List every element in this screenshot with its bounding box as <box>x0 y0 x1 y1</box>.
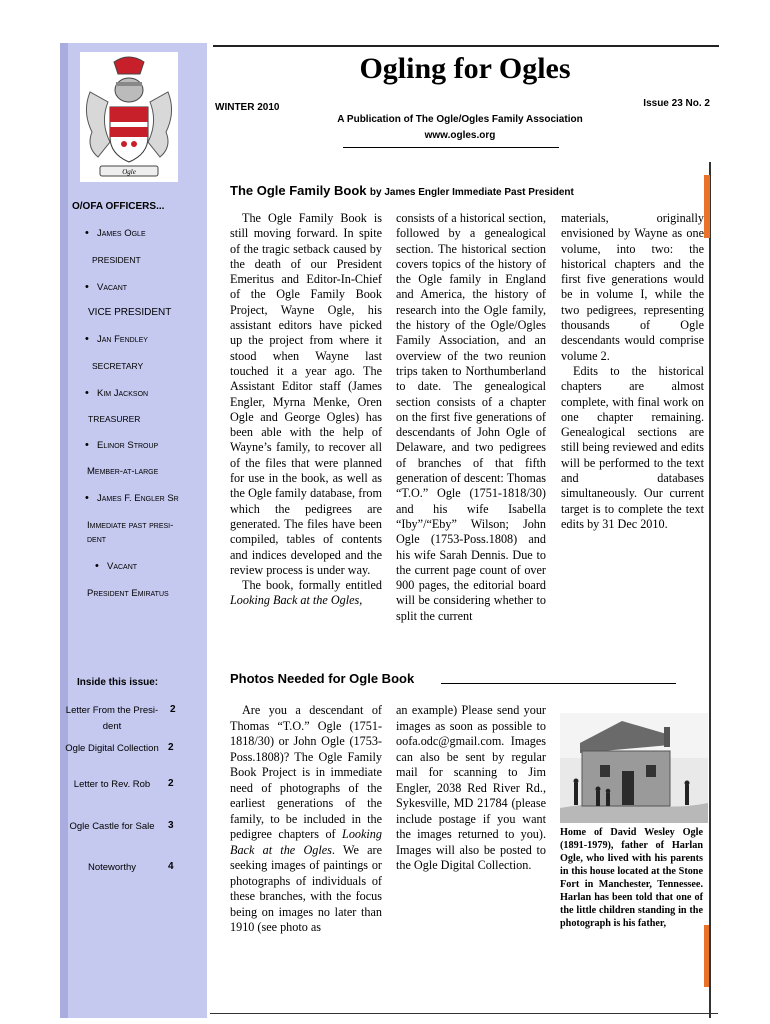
book-title: Looking Back at the Ogles <box>230 827 382 857</box>
toc-page-number: 3 <box>168 820 174 831</box>
house-photo <box>560 713 708 823</box>
inside-issue-heading: Inside this issue: <box>77 677 159 688</box>
top-rule <box>213 45 719 47</box>
article-title: The Ogle Family Book <box>230 183 367 198</box>
article1-column-2 <box>396 211 546 624</box>
toc-item-label[interactable]: Ogle Castle for Sale <box>69 821 155 832</box>
bottom-rule <box>210 1013 718 1014</box>
toc-label-line: Letter From the Presi- <box>65 705 159 716</box>
officer-name: • James F. Engler Sr <box>97 493 179 504</box>
officers-heading: O/OFA OFFICERS... <box>72 201 165 212</box>
officer-role: VICE PRESIDENT <box>88 307 172 318</box>
officer-name: • Kim Jackson <box>97 388 148 399</box>
accent-bar-bottom <box>704 925 709 987</box>
paragraph-end: . We are seeking images of paintings or photographs of individuals of these branches, with the focus being on images no later than 1910 (see photo as <box>230 842 382 934</box>
toc-item-label[interactable]: Noteworthy <box>87 862 137 873</box>
officer-role: Immediate past presi- <box>87 520 174 531</box>
officer-role: TREASURER <box>88 414 141 424</box>
officer-role: Member-at-large <box>87 466 159 477</box>
issue-number: Issue 23 No. 2 <box>643 98 710 109</box>
paragraph: materials, originally envisioned by Wayne as one volume, into two: the historical chapters and the first five generations would be in volume I, while the two pedigrees, representing thousands of Ogle descendants would comprise volume 2. <box>561 211 704 363</box>
article-heading <box>230 183 574 198</box>
toc-page-number: 4 <box>168 861 174 872</box>
heading-rule <box>441 683 676 684</box>
officer-name: • Jan Fendley <box>97 334 148 345</box>
toc-item-label[interactable]: Letter to Rev. Rob <box>73 779 151 790</box>
paragraph: Edits to the historical chapters are almost complete, with final work on one chapter remaining. Genealogical sections are still being reviewed and edits will be performed to the text and databases simultaneously. Our current target is to complete the text edits by 31 Dec 2010. <box>561 363 704 531</box>
officer-name: • Elinor Stroup <box>97 440 158 451</box>
officer-name: • Vacant <box>97 282 127 293</box>
officer-role: SECRETARY <box>92 361 144 371</box>
right-rule <box>709 162 711 1018</box>
toc-label-line: dent <box>102 721 122 732</box>
newsletter-title: Ogling for Ogles <box>359 52 571 85</box>
paragraph: The Ogle Family Book is still moving forward. In spite of the tragic setback caused by the death of our President Emeritus and Editor-In-Chief of the Ogle Family Book Project, Wayne Ogle, his assistant editors have picked up the project from where it stood when Wayne last touched it a year ago. The Assistant Editor staff (James Engler, Myrna Menke, Oren Ogle and George Ogles) has been able with the help of Wayne’s family, to recover all of the files that were planned for use in the book, as well as the Ogle family database, from which the pedigrees are generated. The files have been compiled, tables of contents and indices developed and the review process is under way. <box>230 211 382 577</box>
paragraph: an example) Please send your images as soon as possible to oofa.odc@gmail.com. Images can also be sent by regular mail for scanning to Jim Engler, 2038 Red River Rd., Sykesville, MD 21784 (please include postage if you want the images returned to you). Images will also be posted to the Ogle Digital Collection. <box>396 703 546 872</box>
officer-role: dent <box>87 534 107 545</box>
book-title: Looking Back at the Ogles, <box>230 593 363 608</box>
toc-item-label[interactable]: Ogle Digital Collection <box>65 743 159 754</box>
article2-heading: Photos Needed for Ogle Book <box>230 671 415 686</box>
article2-column-1 <box>230 703 382 936</box>
toc-page-number: 2 <box>170 704 176 715</box>
article1-column-1 <box>230 211 382 609</box>
article2-column-2 <box>396 703 546 874</box>
family-crest-image <box>80 52 178 182</box>
issue-season: WINTER 2010 <box>215 102 280 113</box>
toc-page-number: 2 <box>168 778 174 789</box>
paragraph-start: Are you a descendant of Thomas “T.O.” Ogle (1751-1818/30) or John Ogle (1753-Poss.1808)? The Ogle Family Book Project is in immediate need of photographs of the earliest generations of the family, to be included in the pedigree chapters of <box>230 703 382 841</box>
toc-item-label[interactable] <box>62 703 162 735</box>
officer-role: President Emiratus <box>87 588 169 599</box>
publication-subtitle <box>300 112 620 144</box>
photo-caption: Home of David Wesley Ogle (1891-1979), father of Harlan Ogle, who lived with his parents in this house located at the Stone Fort in Manchester, Tennessee. Harlan has been told that one of the little children standing in the photograph is his father, <box>560 827 703 929</box>
officer-name: • Vacant <box>107 561 137 572</box>
subtitle-rule <box>343 147 559 148</box>
crest-banner-text: Ogle <box>122 168 136 176</box>
paragraph: consists of a historical section, followed by a genealogical section. The historical section covers topics of the history of the Ogle family in England and America, the history of research into the Ogle family, the history of the Ogle/Ogles Family Association, and an overview of the two reunion trips taken to Northumberland to date. The genealogical section consists of a chapter on the first five generations of descendants of John Ogle of Delaware, and two pedigrees of branches of that fifth generation of descent: Thomas “T.O.” Ogle (1751-1818/30) and his wife Isabella “Iby”/“Eby” Wilson; John Ogle (1753-Poss.1808) and his wife Sarah Dennis. Due to the current page count of over 900 pages, the editorial board will be considering whether to split the current <box>396 211 546 623</box>
toc-page-number: 2 <box>168 742 174 753</box>
website-link[interactable]: www.ogles.org <box>424 130 496 141</box>
officer-name: • James Ogle <box>97 228 146 239</box>
publication-line: A Publication of The Ogle/Ogles Family Association <box>337 114 583 125</box>
officer-role: PRESIDENT <box>92 255 141 265</box>
article-byline: by James Engler Immediate Past President <box>369 187 574 198</box>
paragraph-start: The book, formally entitled <box>242 578 382 593</box>
accent-bar-top <box>704 175 710 238</box>
article1-column-3 <box>561 211 704 532</box>
